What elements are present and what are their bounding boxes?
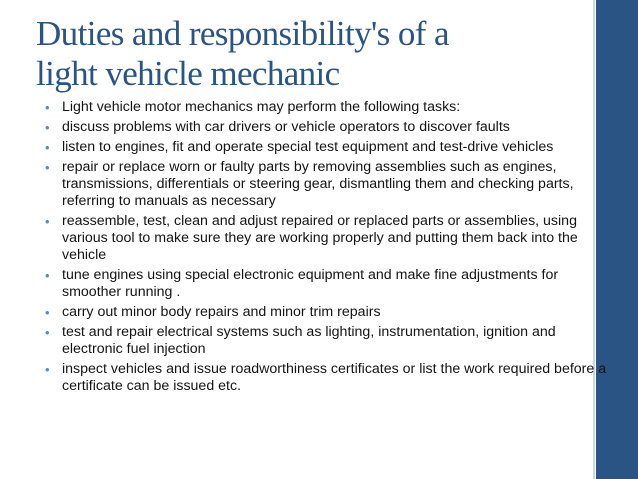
bullet-icon: • (45, 140, 50, 155)
bullet-item-reassemble (46, 213, 612, 264)
bullet-text: Light vehicle motor mechanics may perform the following tasks: (62, 99, 461, 115)
bullet-icon: • (45, 305, 50, 320)
bullet-text: discuss problems with car drivers or vehicle operators to discover faults (62, 119, 510, 135)
bullet-text: inspect vehicles and issue roadworthiness certificates or list the work required before a certificate can be issued etc. (62, 361, 607, 394)
bullet-item-listen (46, 139, 612, 156)
bullet-text: reassemble, test, clean and adjust repaired or replaced parts or assemblies, using various tool to make sure they are working properly and putting them back into the vehicle (62, 213, 578, 263)
bullet-icon: • (45, 160, 50, 175)
bullet-text: repair or replace worn or faulty parts by removing assemblies such as engines, transmissions, differentials or steering gear, dismantling them and checking parts, referring to manuals as necessary (62, 159, 574, 209)
bullet-list (46, 99, 612, 398)
bullet-text: listen to engines, fit and operate special test equipment and test-drive vehicles (62, 139, 554, 155)
bullet-icon: • (45, 325, 50, 340)
bullet-item-electrical (46, 324, 612, 358)
bullet-icon: • (45, 268, 50, 283)
bullet-item-body-repairs (46, 304, 612, 321)
bullet-item-inspect (46, 361, 612, 395)
bullet-item-repair (46, 159, 612, 210)
bullet-text: tune engines using special electronic equipment and make fine adjustments for smoother running . (62, 267, 559, 300)
bullet-icon: • (45, 362, 50, 377)
bullet-icon: • (45, 120, 50, 135)
bullet-item-tune (46, 267, 612, 301)
bullet-item-intro (46, 99, 612, 116)
bullet-icon: • (45, 100, 50, 115)
bullet-item-discuss (46, 119, 612, 136)
bullet-text: test and repair electrical systems such as lighting, instrumentation, ignition and electronic fuel injection (62, 324, 556, 357)
slide-title: Duties and responsibility's of a light vehicle mechanic (36, 14, 449, 93)
bullet-text: carry out minor body repairs and minor trim repairs (62, 304, 381, 320)
bullet-icon: • (45, 214, 50, 229)
